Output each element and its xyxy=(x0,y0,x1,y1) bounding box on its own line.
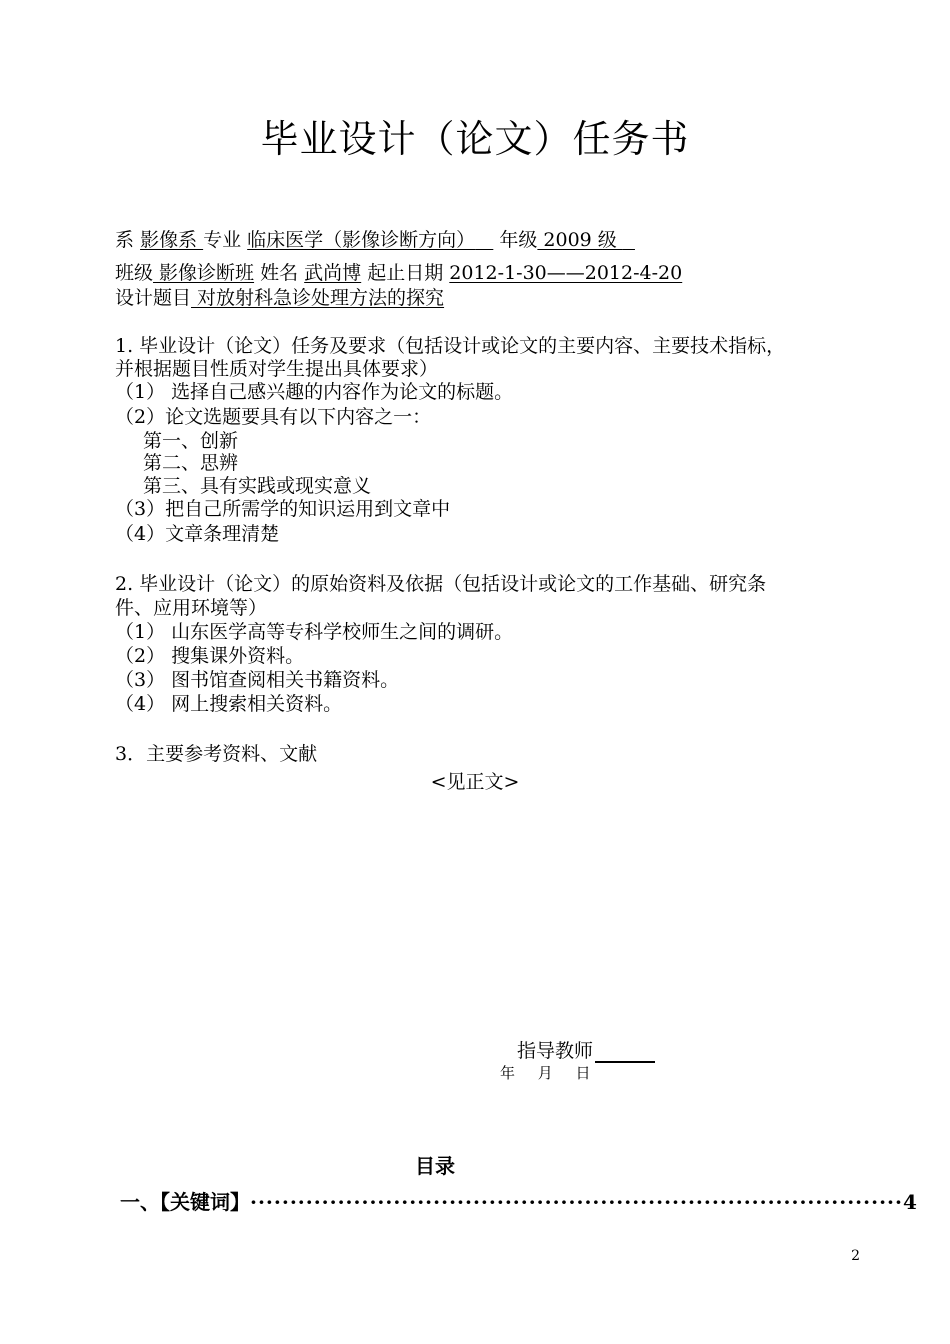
name-label: 姓名 xyxy=(260,262,299,284)
name-value: 武尚博 xyxy=(304,262,362,284)
major-label: 专业 xyxy=(203,229,242,251)
class-label: 班级 xyxy=(115,262,154,284)
section2-item: （1） 山东医学高等专科学校师生之间的调研。 xyxy=(115,621,514,643)
toc-entry-page: 4 xyxy=(902,1190,917,1214)
section2-item: （4） 网上搜索相关资料。 xyxy=(115,693,343,715)
toc-title: 目录 xyxy=(415,1154,455,1178)
topic-value: 对放射科急诊处理方法的探究 xyxy=(191,287,445,309)
grade-label: 年级 xyxy=(499,229,538,251)
page-number: 2 xyxy=(851,1248,860,1264)
section1-subitem: 第二、思辨 xyxy=(143,452,239,474)
toc-entry-label: 一、【关键词】 xyxy=(120,1190,250,1214)
section2-heading-line1: 2. 毕业设计（论文）的原始资料及依据（包括设计或论文的工作基础、研究条 xyxy=(115,573,767,595)
section1-heading-line2: 并根据题目性质对学生提出具体要求） xyxy=(115,358,439,380)
reference-note: <见正文> xyxy=(430,771,520,793)
section1-heading-line1: 1. 毕业设计（论文）任务及要求（包括设计或论文的主要内容、主要技术指标， xyxy=(115,335,786,357)
dept-label: 系 xyxy=(115,229,135,251)
section1-subitem: 第三、具有实践或现实意义 xyxy=(143,475,372,497)
class-value: 影像诊断班 xyxy=(153,262,255,284)
section2-heading-line2: 件、应用环境等） xyxy=(115,597,268,619)
section1-item: （3）把自己所需学的知识运用到文章中 xyxy=(115,498,451,520)
info-row-topic xyxy=(115,286,444,310)
section3-heading: 3．主要参考资料、文献 xyxy=(115,743,318,765)
section1-item: （2）论文选题要具有以下内容之一： xyxy=(115,406,432,428)
dept-value: 影像系 xyxy=(140,229,204,251)
grade-value: 2009 级 xyxy=(537,229,623,251)
period-label: 起止日期 xyxy=(367,262,444,284)
major-value: 临床医学（影像诊断方向） xyxy=(247,229,476,251)
signature-date: 年 月 日 xyxy=(500,1064,591,1082)
section1-subitem: 第一、创新 xyxy=(143,430,239,452)
topic-label: 设计题目 xyxy=(115,287,192,309)
supervisor-signature xyxy=(517,1036,655,1063)
section1-item: （4）文章条理清楚 xyxy=(115,523,280,545)
document-title: 毕业设计（论文）任务书 xyxy=(260,117,690,161)
period-value: 2012-1-30——2012-4-20 xyxy=(449,262,683,284)
info-row-class xyxy=(115,261,682,285)
signature-line xyxy=(595,1043,655,1063)
supervisor-label: 指导教师 xyxy=(517,1040,594,1062)
toc-leader-dots: ·················································································· xyxy=(250,1190,903,1214)
info-row-dept xyxy=(115,228,635,252)
section2-item: （3） 图书馆查阅相关书籍资料。 xyxy=(115,669,400,691)
toc-entry[interactable] xyxy=(120,1186,917,1215)
section1-item: （1） 选择自己感兴趣的内容作为论文的标题。 xyxy=(115,381,514,403)
section2-item: （2） 搜集课外资料。 xyxy=(115,645,305,667)
